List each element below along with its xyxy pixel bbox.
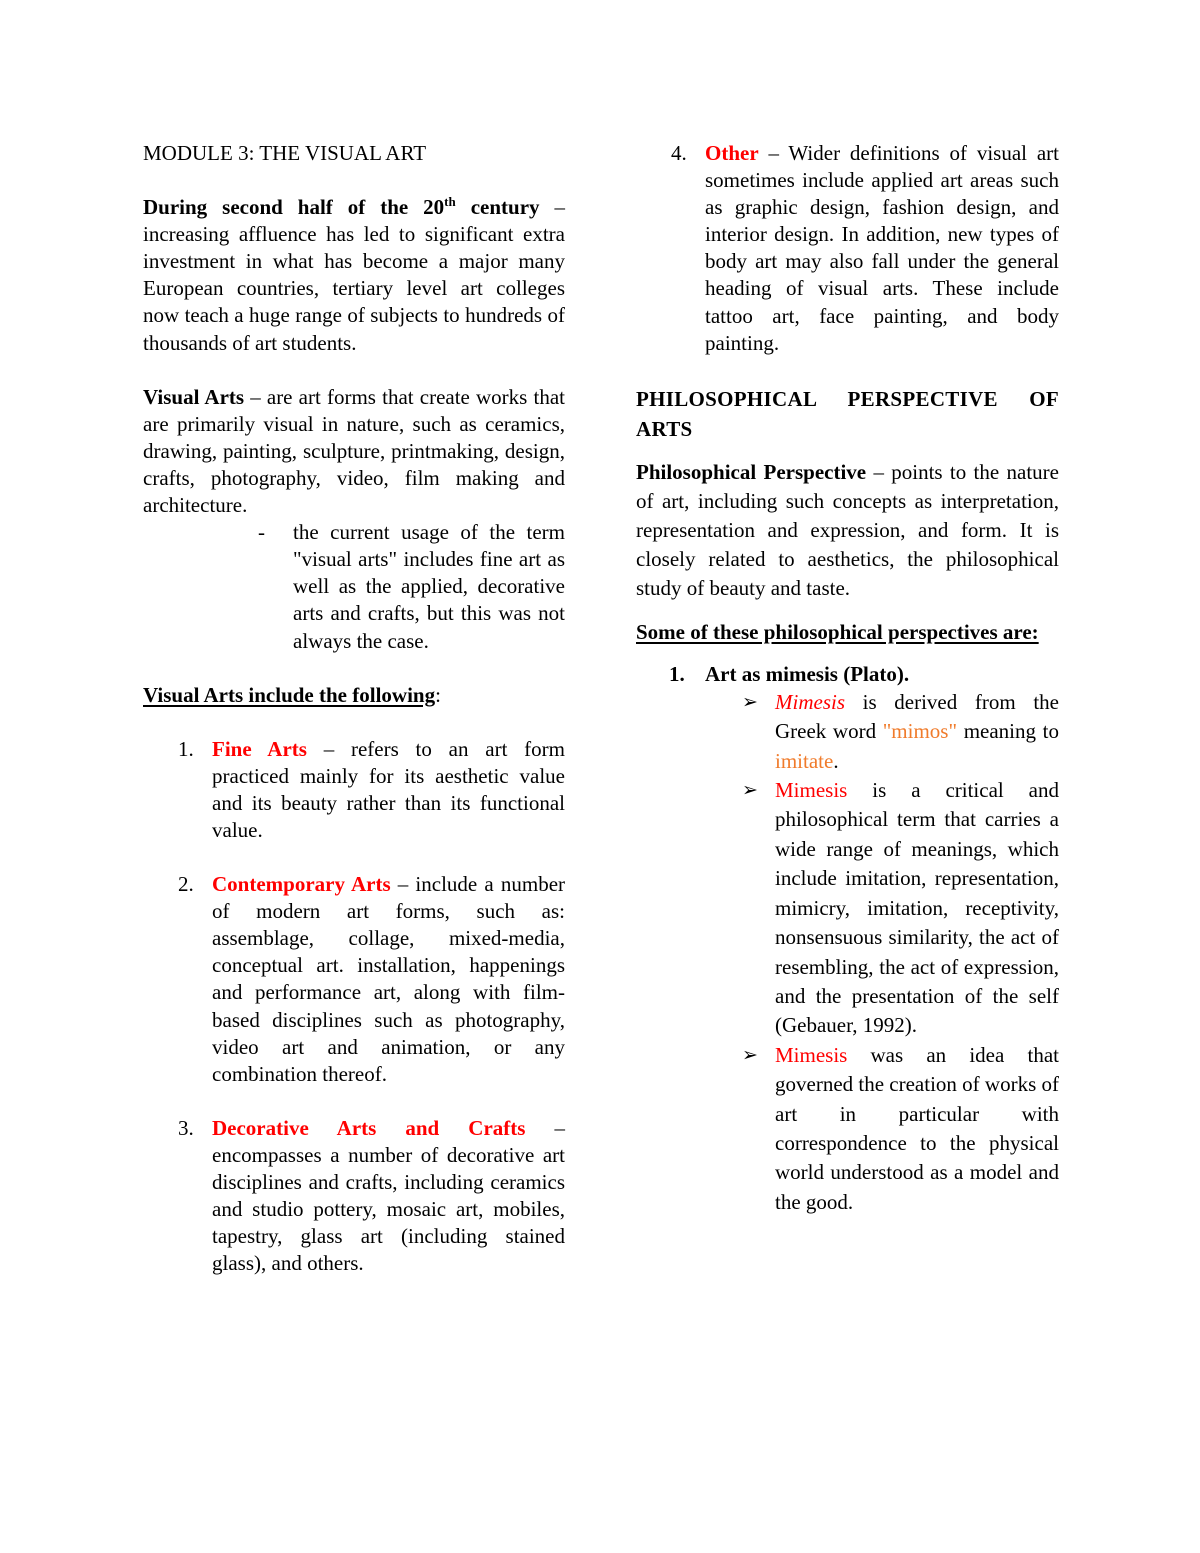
list-number: 1.: [669, 661, 685, 686]
mimesis-bullet-3: [742, 1041, 1059, 1217]
philosophical-perspective-term: Philosophical Perspective: [636, 459, 867, 484]
right-column: [636, 140, 1059, 1217]
list-desc: – refers to an art form practiced mainly for its aesthetic value and its beauty rather than its functional value.: [212, 736, 566, 842]
intro-lead-sup: th: [444, 194, 456, 210]
mimesis-bullet-1: [742, 688, 1059, 776]
list-term: Fine Arts: [212, 736, 307, 761]
list-number: 2.: [178, 872, 194, 897]
list-term: Other: [705, 141, 759, 165]
list-number: 3.: [178, 1115, 194, 1140]
visual-arts-definition-text: – are art forms that create works that are primarily visual in nature, such as ceramics, drawing, painting, sculpture, printmaking, design, crafts, photography, video, film making and architecture.: [143, 384, 565, 518]
visual-arts-definition: [143, 384, 565, 519]
bullet-text-a: is derived from the Greek word: [775, 689, 1059, 744]
bullet-text: was an idea that governed the creation of works of art in particular with correspondence to the physical world understood as a model and the good.: [775, 1042, 1059, 1214]
bullet-text: is a critical and philosophical term that carries a wide range of meanings, which include imitation, representation, mimicry, imitation, receptivity, nonsensuous similarity, the act of resembling, the act of expression, and the presentation of the self (Gebauer, 1992).: [775, 778, 1059, 1038]
mimesis-term: Mimesis: [775, 778, 848, 803]
mimesis-bullet-2: [742, 776, 1059, 1041]
page-title: MODULE 3: THE VISUAL ART: [143, 141, 427, 165]
visual-arts-term: Visual Arts: [143, 384, 245, 409]
mimesis-term: Mimesis: [775, 1042, 848, 1067]
list-number: 4.: [671, 141, 687, 165]
list-desc: – Wider definitions of visual art sometimes include applied art areas such as graphic design, fashion design, and interior design. In addition, new types of body art may also fall under the general heading of visual arts. These include tattoo art, face painting, and body painting.: [705, 141, 1059, 355]
bullet-text-b: meaning to: [957, 719, 1059, 744]
intro-body: – increasing affluence has led to significant extra investment in what has become a major many European countries, tertiary level art colleges now teach a huge range of subjects to hundreds of thousands of art students.: [143, 195, 565, 355]
philosophical-perspective-text: – points to the nature of art, including such concepts as interpretation, representation and expression, and form. It is closely related to aesthetics, the philosophical study of beauty and taste.: [636, 459, 1059, 600]
list-number: 1.: [178, 736, 194, 761]
mimesis-bullets: [636, 688, 1059, 1217]
arrow-bullet-icon: ➢: [742, 1044, 758, 1066]
art-as-mimesis-heading: [636, 661, 1059, 688]
include-heading: [143, 682, 565, 709]
intro-lead-a: During second half of the 20: [143, 195, 445, 220]
some-perspectives-heading: Some of these philosophical perspectives are:: [636, 619, 1039, 644]
list-item-other: [636, 140, 1059, 357]
list-term: Contemporary Arts: [212, 872, 391, 897]
list-term: Decorative Arts and Crafts: [212, 1115, 526, 1140]
mimos-word: "mimos": [882, 719, 958, 744]
philosophical-heading: PHILOSOPHICAL PERSPECTIVE OF ARTS: [636, 386, 1059, 441]
list-item-contemporary-arts: [143, 871, 565, 1088]
mimesis-term: Mimesis: [775, 689, 845, 714]
philosophical-perspective-definition: [636, 458, 1059, 603]
include-heading-colon: :: [435, 682, 441, 707]
imitate-word: imitate: [775, 748, 834, 773]
list-item-decorative-arts: [143, 1115, 565, 1278]
include-heading-text: Visual Arts include the following: [143, 682, 436, 707]
intro-paragraph: [143, 194, 565, 357]
visual-arts-note-text: the current usage of the term "visual arts" includes fine art as well as the applied, decorative arts and crafts, but this was not always the case.: [293, 520, 565, 653]
arrow-bullet-icon: ➢: [742, 691, 758, 713]
list-item-fine-arts: [143, 736, 565, 844]
arrow-bullet-icon: ➢: [742, 780, 758, 802]
bullet-text-c: .: [833, 748, 839, 773]
art-as-mimesis-title: Art as mimesis (Plato).: [705, 661, 910, 686]
list-desc: – include a number of modern art forms, such as: assemblage, collage, mixed-media, conceptual art. installation, happenings and performance art, along with film-based disciplines such as photography, video art and animation, or any combination thereof.: [212, 872, 566, 1086]
list-desc: – encompasses a number of decorative art disciplines and crafts, including ceramics and studio pottery, mosaic art, mobiles, tapestry, glass art (including stained glass), and others.: [212, 1115, 565, 1276]
intro-lead-b: century: [455, 195, 540, 220]
visual-arts-note: [143, 519, 565, 654]
intro-lead: [143, 195, 540, 219]
left-column: [143, 140, 565, 1277]
dash-marker: -: [258, 520, 265, 545]
